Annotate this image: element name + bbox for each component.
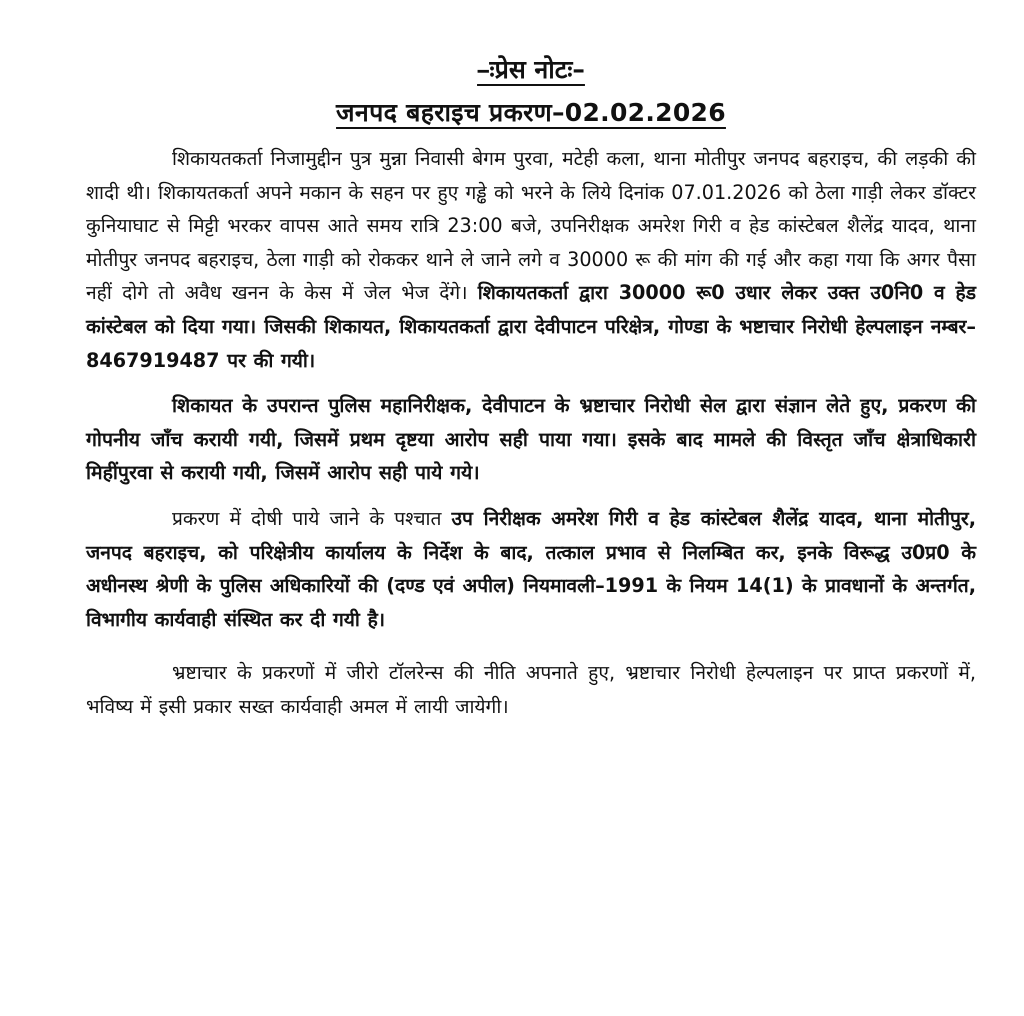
action-intro-text: प्रकरण में दोषी पाये जाने के पश्चात: [172, 506, 442, 530]
paragraph-action: [86, 502, 976, 636]
paragraph-investigation: शिकायत के उपरान्त पुलिस महानिरीक्षक, देवीपाटन के भ्रष्टाचार निरोधी सेल द्वारा संज्ञान लेते हुए, प्रकरण की गोपनीय जाँच करायी गयी, जिसमें प्रथम दृष्टया आरोप सही पाया गया। इसके बाद मामले की विस्तृत जाँच क्षेत्राधिकारी मिहींपुरवा से करायी गयी, जिसमें आरोप सही पाये गये।: [86, 394, 976, 485]
press-note-title: –ःप्रेस नोटः–: [477, 55, 585, 84]
complaint-bribe-text: शिकायतकर्ता द्वारा 30000 रू0 उधार लेकर उक्त उ0नि0 व हेड कांस्टेबल को दिया गया। जिसकी शिकायत, शिकायतकर्ता द्वारा देवीपाटन परिक्षेत्र, गोण्डा के भष्टाचार निरोधी हेल्पलाइन नम्बर–8467919487 पर की गयी।: [86, 281, 976, 372]
case-subtitle: जनपद बहराइच प्रकरण–02.02.2026: [336, 98, 726, 127]
paragraph-zero-tolerance: भ्रष्टाचार के प्रकरणों में जीरो टॉलरेन्स की नीति अपनाते हुए, भ्रष्टाचार निरोधी हेल्पलाइन पर प्राप्त प्रकरणों में, भविष्य में इसी प्रकार सख्त कार्यवाही अमल में लायी जायेगी।: [86, 661, 976, 718]
action-suspension-text: उप निरीक्षक अमरेश गिरी व हेड कांस्टेबल शैलेंद्र यादव, थाना मोतीपुर, जनपद बहराइच, को परिक्षेत्रीय कार्यालय के निर्देश के बाद, तत्काल प्रभाव से निलम्बित कर, इनके विरूद्ध उ0प्र0 के अधीनस्थ श्रेणी के पुलिस अधिकारियों की (दण्ड एवं अपील) नियमावली–1991 के नियम 14(1) के प्रावधानों के अन्तर्गत, विभागीय कार्यवाही संस्थित कर दी गयी है।: [86, 506, 976, 631]
paragraph-complaint: [86, 142, 976, 377]
complaint-details-text: शिकायतकर्ता निजामुद्दीन पुत्र मुन्ना निवासी बेगम पुरवा, मटेही कला, थाना मोतीपुर जनपद बहराइच, की लड़की की शादी थी। शिकायतकर्ता अपने मकान के सहन पर हुए गड्ढे को भरने के लिये दिनांक 07.01.2026 को ठेला गाड़ी लेकर डॉक्टर कुनियाघाट से मिट्टी भरकर वापस आते समय रात्रि 23:00 बजे, उपनिरीक्षक अमरेश गिरी व हेड कांस्टेबल शैलेंद्र यादव, थाना मोतीपुर जनपद बहराइच, ठेला गाड़ी को रोककर थाने ले जाने लगे व 30000 रू की मांग की गई और कहा गया कि अगर पैसा नहीं दोगे तो अवैध खनन के केस में जेल भेज देंगे।: [86, 147, 976, 305]
